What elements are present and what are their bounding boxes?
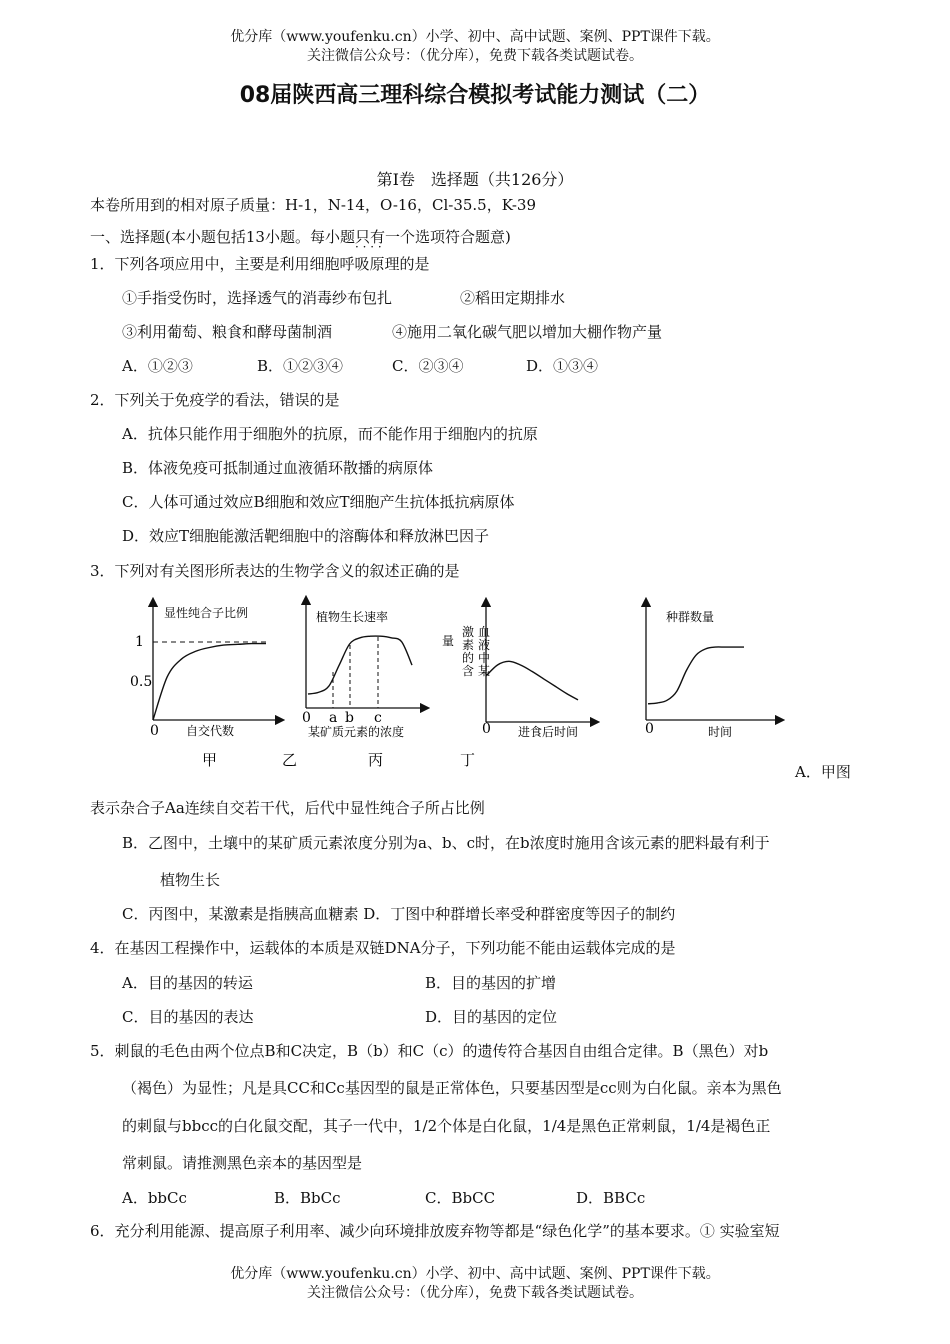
chart-bing-ylabel-left: 量	[442, 634, 455, 648]
part-one-prefix: 一、选择题(本小题包括13小题。每小题	[90, 228, 355, 246]
q2-option-c: C．人体可通过效应B细胞和效应T细胞产生抗体抵抗病原体	[122, 493, 515, 511]
chart-bing-ylabel-mid: 激素的含	[462, 625, 475, 678]
q1-option-b: B．①②③④	[257, 357, 344, 375]
q1-item-1: ①手指受伤时，选择透气的消毒纱布包扎	[122, 289, 393, 307]
chart-jia-ytick-1: 1	[135, 634, 144, 650]
chart-yi-xtick-a: a	[329, 710, 338, 726]
figure-label-ding: 丁	[460, 751, 476, 769]
q2-option-d: D．效应T细胞能激活靶细胞中的溶酶体和释放淋巴因子	[122, 527, 490, 545]
chart-jia-title: 显性纯合子比例	[164, 606, 249, 620]
q1-item-3: ③利用葡萄、粮食和酵母菌制酒	[122, 323, 333, 341]
q5-line-2: （褐色）为显性；凡是具CC和Cc基因型的鼠是正常体色，只要基因型是cc则为白化鼠。亲本为黑色	[122, 1079, 782, 1097]
chart-yi-origin: 0	[302, 710, 311, 726]
figure-label-jia: 甲	[202, 751, 218, 769]
q6-line-1: 6．充分利用能源、提高原子利用率、减少向环境排放废弃物等都是“绿色化学”的基本要求。① 实验室短	[90, 1222, 780, 1240]
chart-yi-title: 植物生长速率	[316, 610, 389, 624]
q2-option-a: A．抗体只能作用于细胞外的抗原，而不能作用于细胞内的抗原	[122, 425, 538, 443]
q4-option-a: A．目的基因的转运	[122, 974, 253, 992]
page-title: 08届陕西高三理科综合模拟考试能力测试（二）	[239, 83, 711, 108]
chart-ding-series-line	[648, 647, 744, 704]
figure-label-bing: 丙	[368, 751, 384, 769]
q1-stem: 1．下列各项应用中，主要是利用细胞呼吸原理的是	[90, 255, 430, 273]
q1-item-2: ②稻田定期排水	[460, 289, 566, 307]
part-one-emphasis: 只有一个 · · · ·	[355, 228, 415, 246]
q2-stem: 2．下列关于免疫学的看法，错误的是	[90, 391, 340, 409]
q5-line-3: 的刺鼠与bbcc的白化鼠交配，其子一代中，1/2个体是白化鼠，1/4是黑色正常刺鼠，1/4是褐色正	[122, 1117, 771, 1135]
chart-yi-xtick-b: b	[345, 710, 354, 726]
q5-line-4: 常刺鼠。请推测黑色亲本的基因型是	[122, 1154, 363, 1172]
q2-option-b: B．体液免疫可抵制通过血液循环散播的病原体	[122, 459, 434, 477]
q3-option-b-line-1: B．乙图中，土壤中的某矿质元素浓度分别为a、b、c时，在b浓度时施用含该元素的肥料最有利于	[122, 834, 770, 852]
q1-item-4: ④施用二氧化碳气肥以增加大棚作物产量	[392, 323, 663, 341]
footer-line-1: 优分库（www.youfenku.cn）小学、初中、高中试题、案例、PPT课件下载。	[230, 1266, 720, 1282]
q5-option-b: B．BbCc	[274, 1189, 341, 1207]
header-line-1: 优分库（www.youfenku.cn）小学、初中、高中试题、案例、PPT课件下载。	[230, 29, 720, 45]
chart-ding	[645, 602, 780, 739]
chart-bing	[442, 602, 595, 739]
q3-option-a-start: A．甲图	[795, 763, 851, 781]
q3-figures	[120, 590, 920, 780]
chart-bing-origin: 0	[482, 721, 491, 737]
q5-line-1: 5．刺鼠的毛色由两个位点B和C决定，B（b）和C（c）的遗传符合基因自由组合定律。B（黑色）对b	[90, 1042, 769, 1060]
q1-option-d: D．①③④	[526, 357, 599, 375]
q5-option-a: A．bbCc	[122, 1189, 187, 1207]
q5-option-c: C．BbCC	[425, 1189, 496, 1207]
part-one-instruction	[90, 226, 511, 247]
chart-jia-xlabel: 自交代数	[186, 724, 235, 738]
chart-ding-xlabel: 时间	[708, 725, 733, 739]
q1-option-c: C．②③④	[392, 357, 464, 375]
q1-option-a: A．①②③	[122, 357, 193, 375]
footer-line-2: 关注微信公众号：（优分库），免费下载各类试题试卷。	[307, 1285, 643, 1301]
figure-label-yi: 乙	[282, 751, 298, 769]
chart-bing-ylabel-right: 血液中某	[478, 625, 491, 678]
atomic-mass-note: 本卷所用到的相对原子质量：H-1，N-14，O-16，Cl-35.5，K-39	[90, 196, 536, 214]
q3-option-cd: C．丙图中，某激素是指胰高血糖素 D．丁图中种群增长率受种群密度等因子的制约	[122, 905, 676, 923]
chart-yi-xtick-c: c	[374, 710, 382, 726]
q3-option-a-rest: 表示杂合子Aa连续自交若干代，后代中显性纯合子所占比例	[90, 799, 485, 817]
chart-jia-ytick-0-5: 0.5	[130, 674, 153, 690]
q4-option-d: D．目的基因的定位	[425, 1008, 558, 1026]
chart-ding-title: 种群数量	[666, 610, 715, 624]
chart-yi-series-line	[308, 636, 412, 694]
chart-bing-series-line	[486, 661, 578, 700]
part-one-suffix: 选项符合题意)	[414, 228, 511, 246]
chart-ding-origin: 0	[645, 721, 654, 737]
header-line-2: 关注微信公众号：（优分库），免费下载各类试题试卷。	[307, 48, 643, 64]
chart-jia-series-line	[153, 644, 266, 720]
q4-option-b: B．目的基因的扩增	[425, 974, 557, 992]
chart-yi-xlabel: 某矿质元素的浓度	[308, 725, 405, 739]
section-title: 第Ⅰ卷 选择题（共126分）	[376, 170, 574, 189]
chart-bing-xlabel: 进食后时间	[518, 725, 579, 739]
q4-stem: 4．在基因工程操作中，运载体的本质是双链DNA分子，下列功能不能由运载体完成的是	[90, 939, 676, 957]
q3-option-b-line-2: 植物生长	[160, 871, 221, 889]
chart-jia	[130, 602, 280, 739]
chart-jia-origin: 0	[150, 723, 159, 739]
q5-option-d: D．BBCc	[576, 1189, 646, 1207]
q3-stem: 3．下列对有关图形所表达的生物学含义的叙述正确的是	[90, 562, 460, 580]
chart-yi	[302, 600, 425, 739]
q4-option-c: C．目的基因的表达	[122, 1008, 254, 1026]
